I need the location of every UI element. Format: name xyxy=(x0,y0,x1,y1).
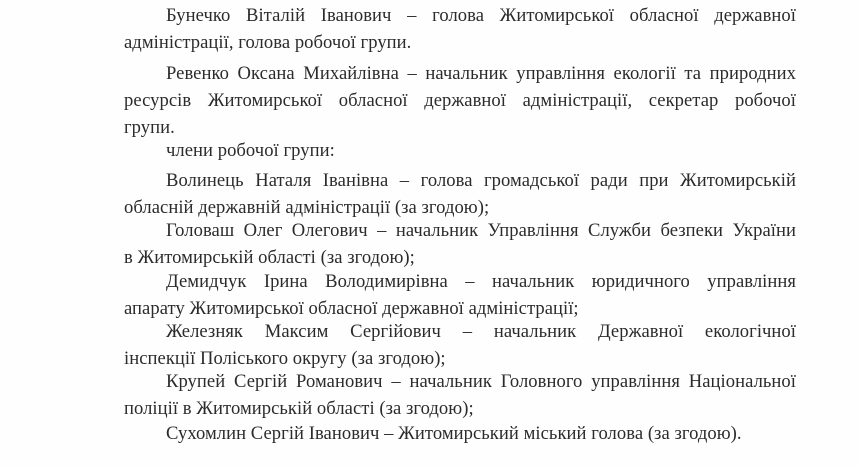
text-line: обласній державній адміністрації (за згодою); xyxy=(124,197,490,218)
member-paragraph xyxy=(124,368,796,422)
text-line: Железняк Максим Сергійович – начальник Державної екологічної xyxy=(166,321,796,342)
member-paragraph xyxy=(124,318,796,372)
member-paragraph xyxy=(124,268,796,322)
text-line: Головаш Олег Олегович – начальник Управління Служби безпеки України xyxy=(166,220,796,241)
text-line: поліції в Житомирській області (за згодою); xyxy=(124,398,474,419)
text-line: Бунечко Віталій Іванович – голова Житомирської обласної державної xyxy=(166,5,796,26)
text-line: апарату Житомирської обласної державної адміністрації; xyxy=(124,298,579,319)
text-line: Сухомлин Сергій Іванович – Житомирський міський голова (за згодою). xyxy=(166,423,742,444)
member-secretary-paragraph xyxy=(124,60,796,141)
member-head-paragraph xyxy=(124,2,796,56)
text-line: члени робочої групи: xyxy=(166,140,335,161)
text-line: в Житомирській області (за згодою); xyxy=(124,247,415,268)
members-heading xyxy=(124,137,796,164)
text-line: ресурсів Житомирської обласної державної адміністрації, секретар робочої xyxy=(124,90,796,111)
text-line: Волинець Наталя Іванівна – голова громадської ради при Житомирській xyxy=(166,170,796,191)
text-line: Демидчук Ірина Володимирівна – начальник юридичного управління xyxy=(166,271,796,292)
text-line: інспекції Поліського округу (за згодою); xyxy=(124,348,446,369)
member-paragraph xyxy=(124,167,796,221)
text-line: Крупей Сергій Романович – начальник Головного управління Національної xyxy=(166,371,796,392)
member-paragraph xyxy=(124,420,796,447)
text-line: групи. xyxy=(124,117,175,138)
text-line: Ревенко Оксана Михайлівна – начальник управління екології та природних xyxy=(166,63,796,84)
text-line: адміністрації, голова робочої групи. xyxy=(124,32,412,53)
member-paragraph xyxy=(124,217,796,271)
